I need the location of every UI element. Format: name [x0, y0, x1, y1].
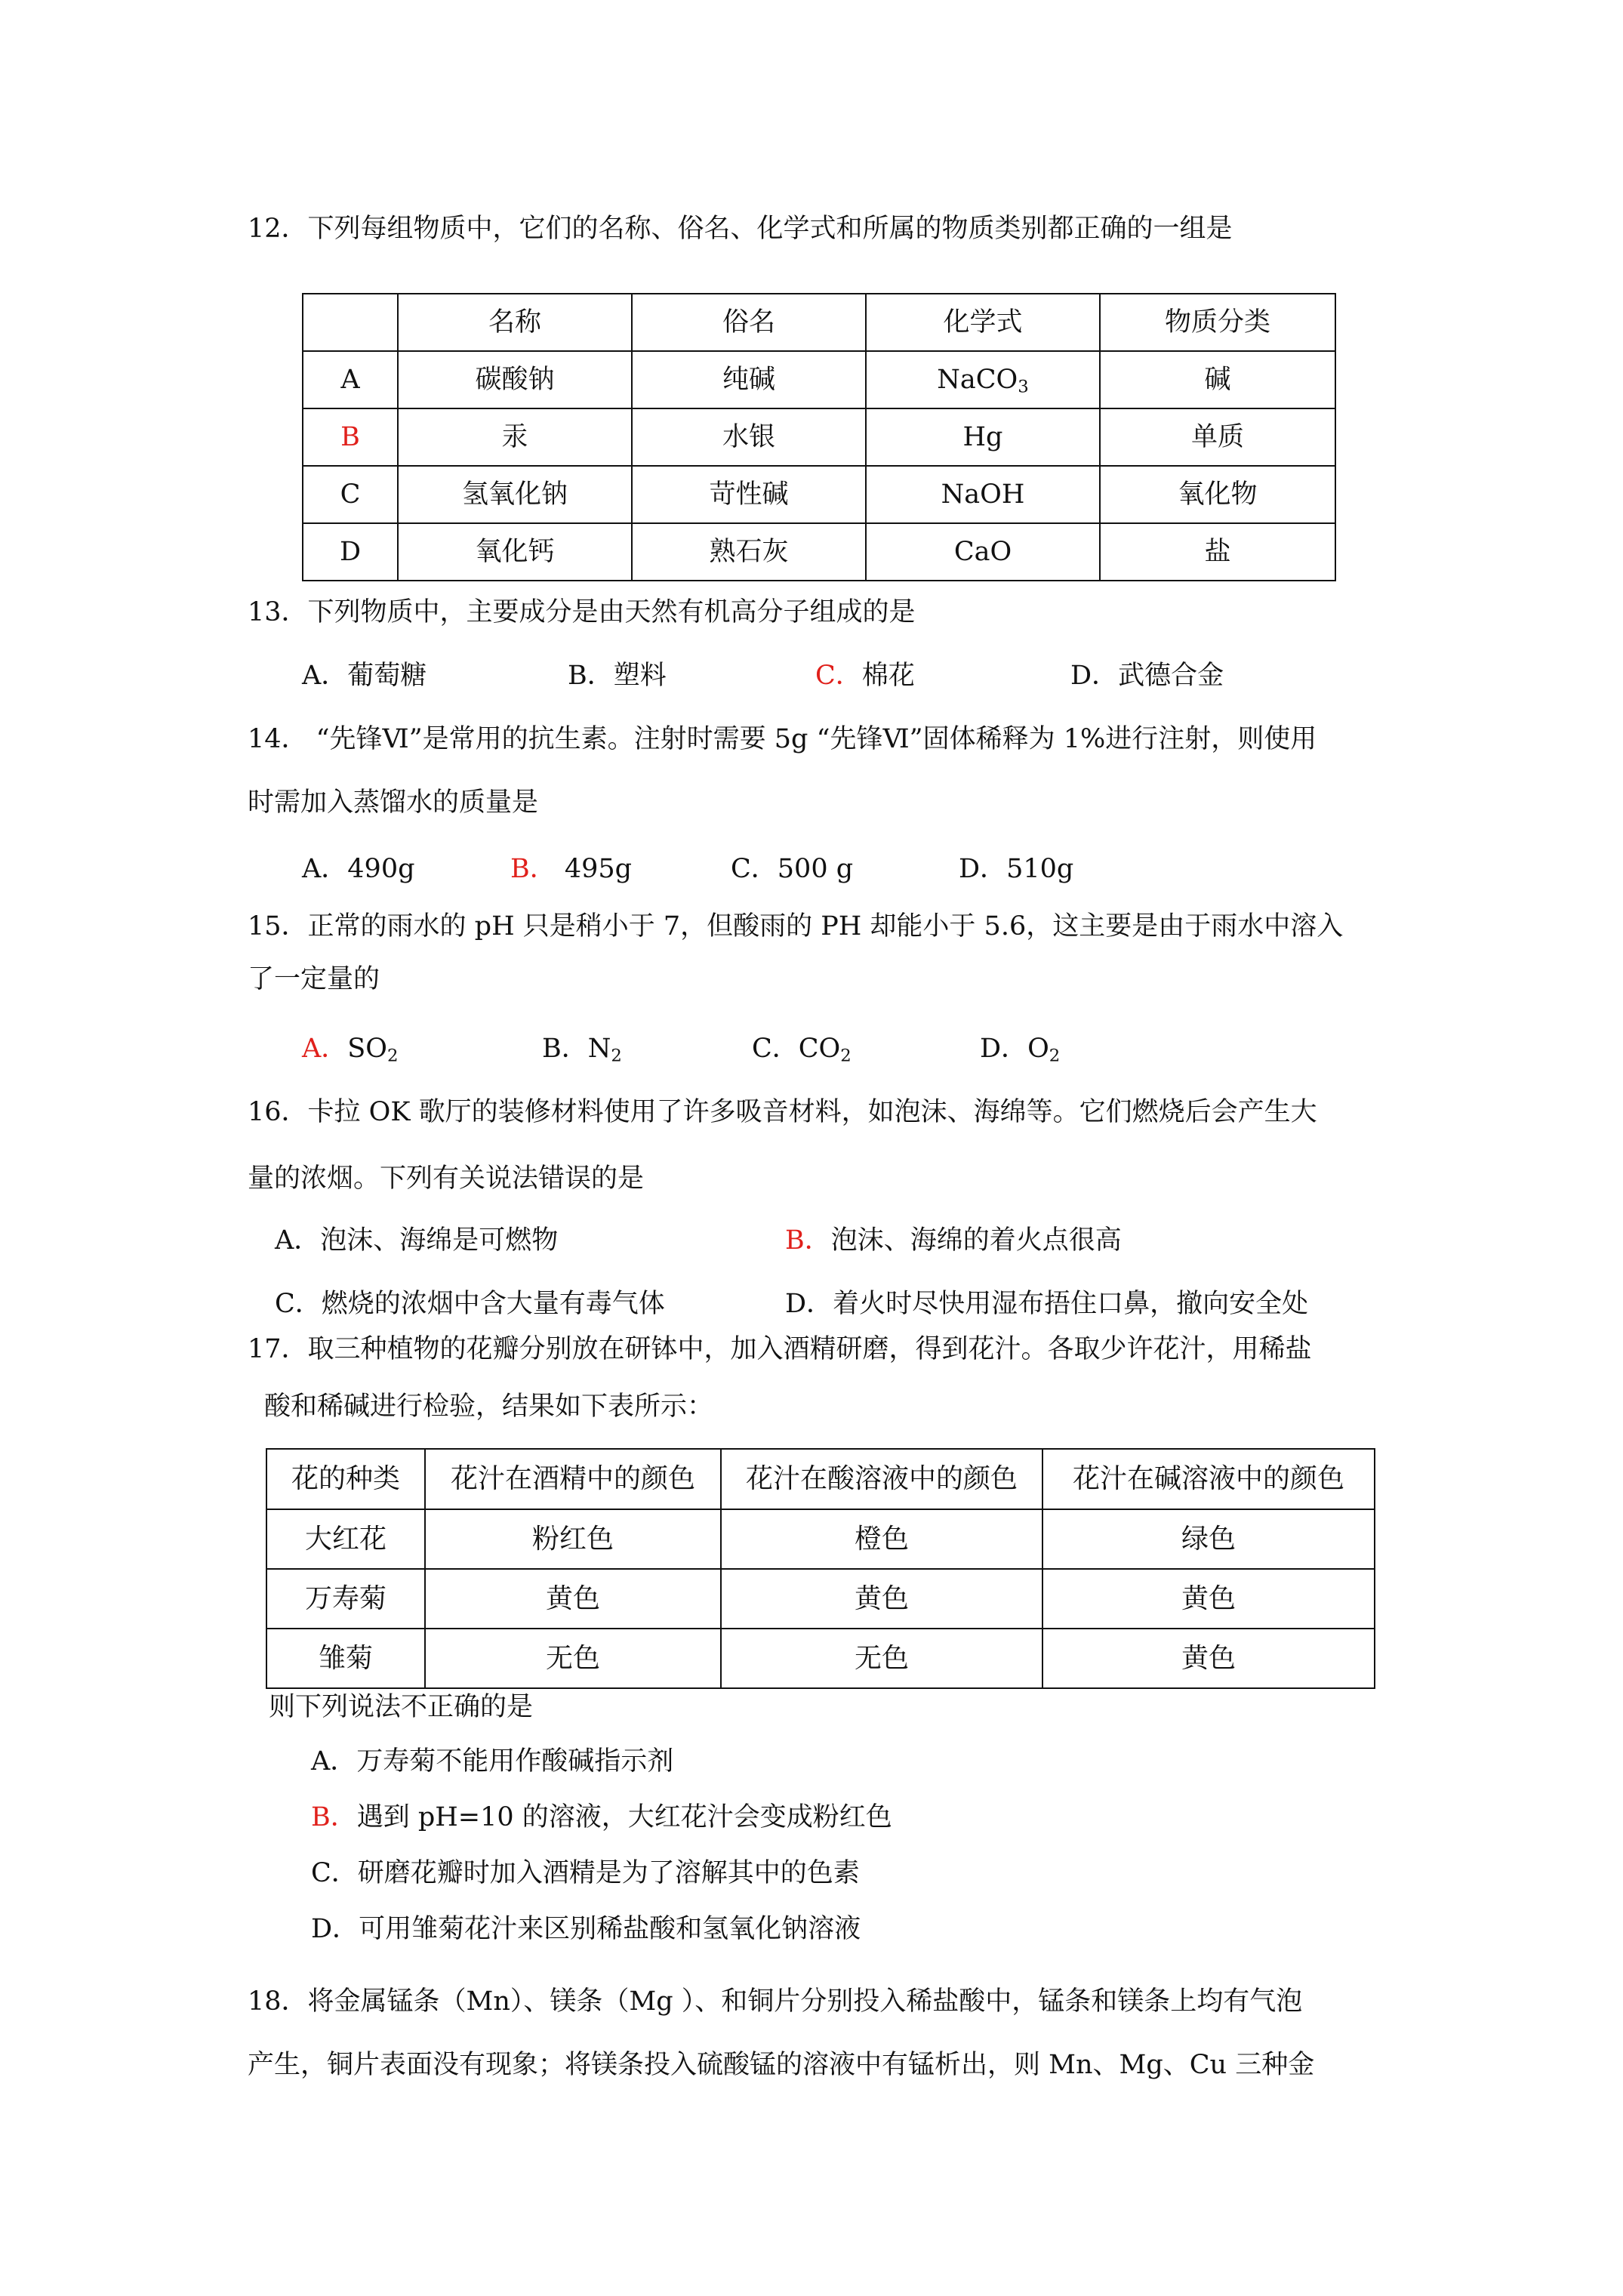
- table-row: [303, 408, 1335, 466]
- q16-option-c: C．燃烧的浓烟中含大量有毒气体: [275, 1289, 665, 1319]
- q14-option-a: A．490g: [302, 854, 415, 884]
- formula-subscript: 3: [1018, 377, 1029, 397]
- q13-option-c: C．棉花: [815, 661, 915, 691]
- q15-option-d: D．$O_2$: [980, 1034, 1061, 1066]
- formula-cell: Hg: [866, 408, 1100, 466]
- answer-letter: C．: [815, 661, 862, 691]
- q17-option-d: D．可用雏菊花汁来区别稀盐酸和氢氧化钠溶液: [311, 1914, 861, 1944]
- q15-option-a: A．$SO_2$: [302, 1034, 399, 1066]
- q17-stem-line2: 酸和稀碱进行检验，结果如下表所示：: [264, 1391, 714, 1422]
- q13-option-b: B．塑料: [568, 661, 667, 691]
- q12-stem: 12．下列每组物质中，它们的名称、俗名、化学式和所属的物质类别都正确的一组是: [248, 214, 1233, 244]
- color-cell: 无色: [721, 1629, 1042, 1688]
- q17-option-b: B．遇到 pH=10 的溶液，大红花汁会变成粉红色: [311, 1802, 892, 1832]
- q16-stem-line1: 16．卡拉 OK 歌厅的装修材料使用了许多吸音材料，如泡沫、海绵等。它们燃烧后会产生大: [248, 1097, 1317, 1127]
- formula-cell: [866, 351, 1100, 408]
- q15-stem-line2: 了一定量的: [248, 964, 380, 994]
- option-letter: D: [303, 523, 398, 581]
- q13-option-a: A．葡萄糖: [302, 661, 427, 691]
- name-cell: 氢氧化钠: [398, 466, 632, 523]
- name-cell: 氧化钙: [398, 523, 632, 581]
- q14-stem-line1: 14． “先锋Ⅵ”是常用的抗生素。注射时需要 5g “先锋Ⅵ”固体稀释为 1%进行注射，则使用: [248, 724, 1317, 754]
- header-cell: 花汁在酒精中的颜色: [425, 1449, 721, 1509]
- q16-stem-line2: 量的浓烟。下列有关说法错误的是: [248, 1163, 645, 1194]
- name-cell: 汞: [398, 408, 632, 466]
- formula-text: NaCO: [937, 364, 1018, 395]
- common-name-cell: 熟石灰: [632, 523, 866, 581]
- q16-option-d: D．着火时尽快用湿布捂住口鼻，撤向安全处: [785, 1289, 1309, 1319]
- answer-letter: B．: [510, 854, 565, 884]
- table-row: [303, 351, 1335, 408]
- header-cell: 化学式: [866, 294, 1100, 351]
- answer-letter: B．: [785, 1225, 831, 1256]
- q17-question: 则下列说法不正确的是: [269, 1692, 534, 1722]
- table-row: [303, 466, 1335, 523]
- color-cell: 黄色: [1042, 1629, 1375, 1688]
- flower-cell: 雏菊: [266, 1629, 425, 1688]
- category-cell: 盐: [1100, 523, 1335, 581]
- header-cell: 花的种类: [266, 1449, 425, 1509]
- q17-stem-line1: 17．取三种植物的花瓣分别放在研钵中，加入酒精研磨，得到花汁。各取少许花汁，用稀盐: [248, 1334, 1312, 1364]
- q16-option-b: B．泡沫、海绵的着火点很高: [785, 1225, 1122, 1256]
- q16-option-a: A．泡沫、海绵是可燃物: [275, 1225, 559, 1256]
- flower-cell: 万寿菊: [266, 1569, 425, 1629]
- formula-cell: NaOH: [866, 466, 1100, 523]
- q14-stem-line2: 时需加入蒸馏水的质量是: [248, 787, 539, 818]
- table-row: [266, 1629, 1375, 1688]
- q13-stem: 13．下列物质中，主要成分是由天然有机高分子组成的是: [248, 597, 916, 627]
- table-header-row: [266, 1449, 1375, 1509]
- color-cell: 黄色: [721, 1569, 1042, 1629]
- color-cell: 黄色: [1042, 1569, 1375, 1629]
- header-cell: 名称: [398, 294, 632, 351]
- common-name-cell: 纯碱: [632, 351, 866, 408]
- table-header-row: [303, 294, 1335, 351]
- option-letter: A: [303, 351, 398, 408]
- color-cell: 黄色: [425, 1569, 721, 1629]
- table-row: [266, 1509, 1375, 1569]
- common-name-cell: 苛性碱: [632, 466, 866, 523]
- q14-option-c: C．500 g: [731, 854, 854, 884]
- q15-option-b: B．$N_2$: [542, 1034, 622, 1066]
- q17-table: [266, 1448, 1375, 1689]
- common-name-cell: 水银: [632, 408, 866, 466]
- header-cell: 花汁在碱溶液中的颜色: [1042, 1449, 1375, 1509]
- answer-option-letter: B: [303, 408, 398, 466]
- answer-letter: B．: [311, 1802, 357, 1832]
- q18-stem-line2: 产生，铜片表面没有现象；将镁条投入硫酸锰的溶液中有锰析出，则 Mn、Mg、Cu 三种金: [248, 2050, 1315, 2080]
- name-cell: 碳酸钠: [398, 351, 632, 408]
- table-row: [303, 523, 1335, 581]
- q15-stem-line1: 15．正常的雨水的 pH 只是稍小于 7，但酸雨的 PH 却能小于 5.6，这主要是由于雨水中溶入: [248, 911, 1344, 942]
- q14-option-d: D．510g: [959, 854, 1074, 884]
- header-cell: 物质分类: [1100, 294, 1335, 351]
- header-cell: 花汁在酸溶液中的颜色: [721, 1449, 1042, 1509]
- q13-option-d: D．武德合金: [1070, 661, 1224, 691]
- table-row: [266, 1569, 1375, 1629]
- flower-cell: 大红花: [266, 1509, 425, 1569]
- q18-stem-line1: 18．将金属锰条（Mn）、镁条（Mg ）、和铜片分别投入稀盐酸中，锰条和镁条上均有气泡: [248, 1986, 1303, 2017]
- q12-table: [302, 293, 1336, 581]
- header-cell: 俗名: [632, 294, 866, 351]
- category-cell: 氧化物: [1100, 466, 1335, 523]
- color-cell: 橙色: [721, 1509, 1042, 1569]
- header-cell: [303, 294, 398, 351]
- q14-option-b: B． 495g: [510, 854, 633, 884]
- answer-letter: A．: [302, 1034, 348, 1064]
- color-cell: 绿色: [1042, 1509, 1375, 1569]
- category-cell: 碱: [1100, 351, 1335, 408]
- option-letter: C: [303, 466, 398, 523]
- q17-option-a: A．万寿菊不能用作酸碱指示剂: [311, 1746, 674, 1777]
- q17-option-c: C．研磨花瓣时加入酒精是为了溶解其中的色素: [311, 1858, 860, 1888]
- q15-option-c: C．$CO_2$: [752, 1034, 852, 1066]
- category-cell: 单质: [1100, 408, 1335, 466]
- color-cell: 粉红色: [425, 1509, 721, 1569]
- color-cell: 无色: [425, 1629, 721, 1688]
- formula-cell: CaO: [866, 523, 1100, 581]
